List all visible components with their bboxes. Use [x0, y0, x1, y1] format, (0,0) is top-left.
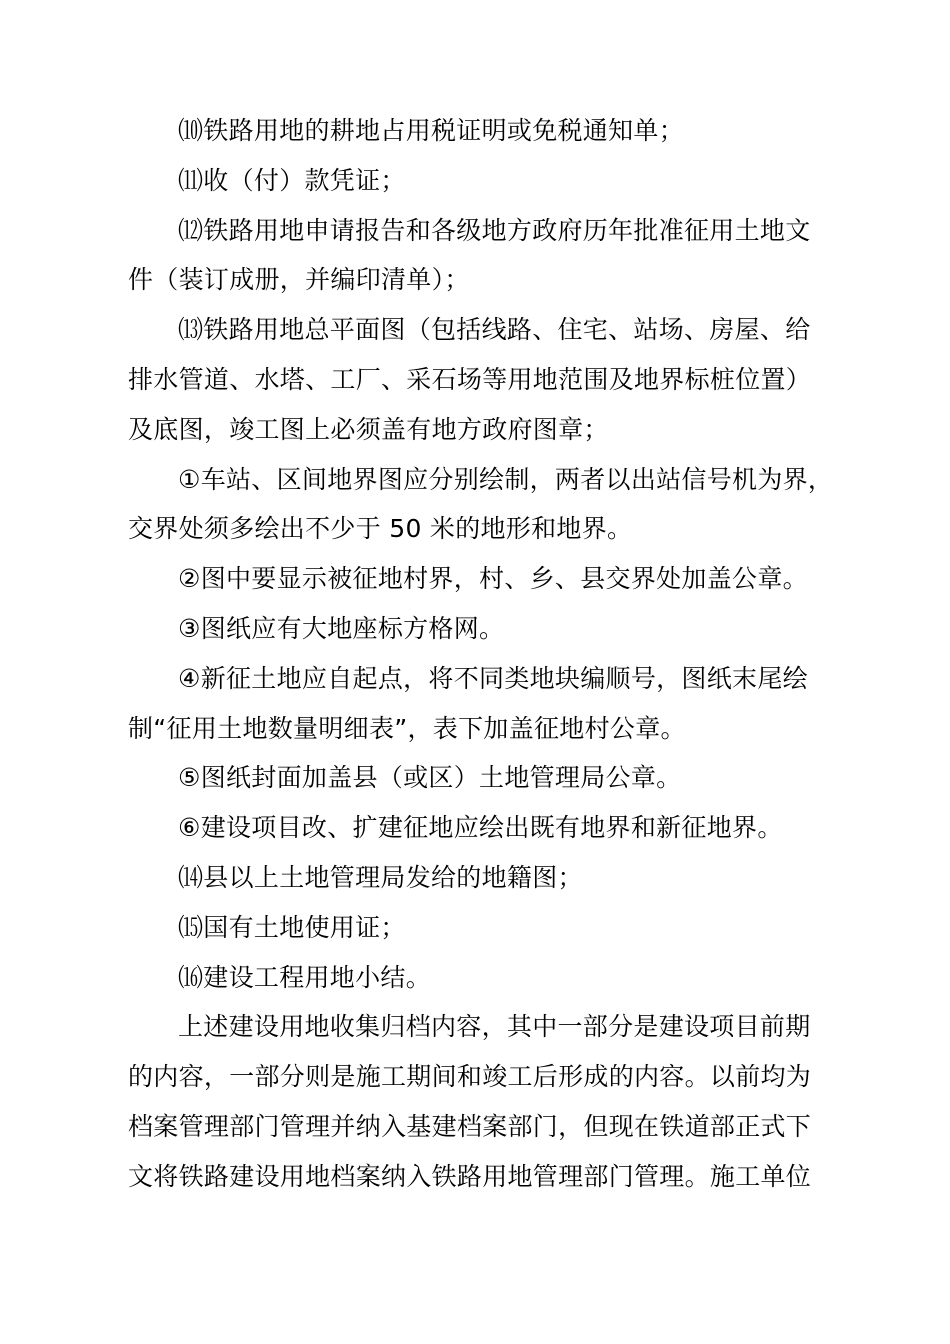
- text-line: ⒂国有土地使用证；: [178, 912, 406, 942]
- paragraph-item-10: [128, 106, 828, 156]
- paragraph-subitem-3: [128, 604, 828, 654]
- text-line: 制“征用土地数量明细表”，表下加盖征地村公章。: [128, 713, 686, 743]
- text-line: 交界处须多绘出不少于 50 米的地形和地界。: [128, 514, 633, 544]
- paragraph-subitem-2: [128, 554, 828, 604]
- text-line: ④新征土地应自起点，将不同类地块编顺号，图纸末尾绘: [178, 663, 808, 693]
- text-line: 上述建设用地收集归档内容，其中一部分是建设项目前期: [178, 1012, 811, 1042]
- text-line: 排水管道、水塔、工厂、采石场等用地范围及地界标桩位置）: [128, 364, 812, 394]
- document-page: [128, 106, 834, 1202]
- paragraph-item-16: [128, 953, 828, 1003]
- text-line: ②图中要显示被征地村界，村、乡、县交界处加盖公章。: [178, 564, 808, 594]
- text-line: 的内容，一部分则是施工期间和竣工后形成的内容。以前均为: [128, 1062, 812, 1092]
- text-line: 文将铁路建设用地档案纳入铁路用地管理部门管理。施工单位: [128, 1161, 812, 1191]
- paragraph-subitem-4: [128, 654, 828, 754]
- text-line: ⒁县以上土地管理局发给的地籍图；: [178, 862, 583, 892]
- paragraph-summary: [128, 1002, 828, 1201]
- text-line: ⒀铁路用地总平面图（包括线路、住宅、站场、房屋、给: [178, 315, 811, 345]
- paragraph-item-15: [128, 903, 828, 953]
- text-line: 件（装订成册，并编印清单）；: [128, 265, 470, 295]
- text-line: ①车站、区间地界图应分别绘制，两者以出站信号机为界，: [178, 464, 834, 494]
- paragraph-subitem-5: [128, 753, 828, 803]
- paragraph-item-13: [128, 305, 828, 454]
- paragraph-subitem-6: [128, 803, 828, 853]
- text-line: ⑥建设项目改、扩建征地应绘出既有地界和新征地界。: [178, 813, 783, 843]
- paragraph-item-14: [128, 853, 828, 903]
- paragraph-item-12: [128, 206, 828, 306]
- text-line: ③图纸应有大地座标方格网。: [178, 613, 505, 643]
- paragraph-subitem-1: [128, 455, 834, 555]
- text-line: ⑾收（付）款凭证；: [178, 165, 406, 195]
- text-line: ⒃建设工程用地小结。: [178, 962, 432, 992]
- paragraph-item-11: [128, 156, 828, 206]
- text-line: 及底图，竣工图上必须盖有地方政府图章；: [128, 414, 609, 444]
- text-line: 档案管理部门管理并纳入基建档案部门，但现在铁道部正式下: [128, 1111, 812, 1141]
- text-line: ⑤图纸封面加盖县（或区）土地管理局公章。: [178, 763, 682, 793]
- text-line: ⑽铁路用地的耕地占用税证明或免税通知单；: [178, 116, 685, 145]
- text-line: ⑿铁路用地申请报告和各级地方政府历年批准征用土地文: [178, 215, 811, 245]
